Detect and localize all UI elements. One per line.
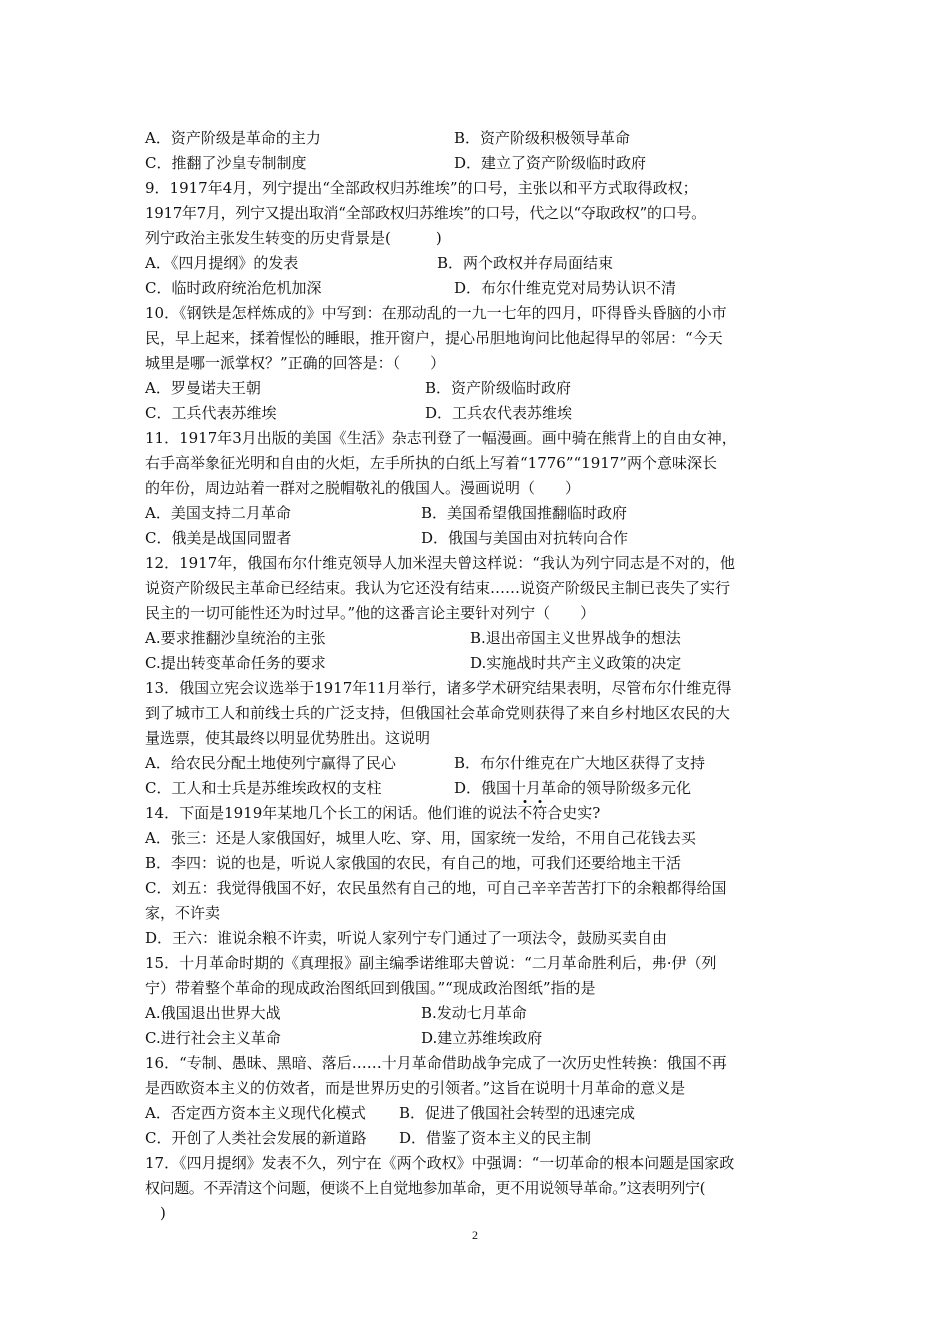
q12-stem-line2: 说资产阶级民主革命已经结束。我认为它还没有结束……说资产阶级民主制已丧失了实行 [145,579,731,597]
q11-option-d: D．俄国与美国由对抗转向合作 [421,529,629,547]
q12-options-row1 [145,626,817,651]
q10-options-row1 [145,376,817,401]
q12-option-c: C.提出转变革命任务的要求 [145,654,326,672]
q14-option-a: A．张三：还是人家俄国好，城里人吃、穿、用，国家统一发给，不用自己花钱去买 [145,829,696,847]
q16-stem-line2: 是西欧资本主义的仿效者，而是世界历史的引领者。”这旨在说明十月革命的意义是 [145,1079,686,1097]
q9-option-a: A．《四月提纲》的发表 [145,254,299,272]
q15-option-a: A.俄国退出世界大战 [145,1004,281,1022]
q10-options-row2 [145,401,817,426]
q9-stem-line1: 9．1917年4月，列宁提出“全部政权归苏维埃”的口号，主张以和平方式取得政权； [145,179,698,197]
q8-options-row2 [145,151,817,176]
q16-options-row1 [145,1101,817,1126]
q12-stem-line1: 12．1917年，俄国布尔什维克领导人加米涅夫曾这样说：“我认为列宁同志是不对的，他 [145,554,735,572]
q16-stem-line1: 16．“专制、愚昧、黑暗、落后……十月革命借助战争完成了一次历史性转换：俄国不再 [145,1054,727,1072]
q17-stem-line2: 权问题。不弄清这个问题，便谈不上自觉地参加革命，更不用说领导革命。”这表明列宁( [145,1179,706,1197]
q13-option-b: B．布尔什维克在广大地区获得了支持 [454,754,706,772]
q15-option-b: B.发动七月革命 [421,1004,527,1022]
q13-options-row2 [145,776,817,801]
q13-options-row1 [145,751,817,776]
q16-options-row2 [145,1126,817,1151]
q9-option-d: D．布尔什维克党对局势认识不清 [454,279,677,297]
q14-option-d: D．王六：谁说余粮不许卖，听说人家列宁专门通过了一项法令，鼓励买卖自由 [145,929,668,947]
q14-option-b: B．李四：说的也是，听说人家俄国的农民，有自己的地，可我们还要给地主干活 [145,854,682,872]
q16-option-b: B．促进了俄国社会转型的迅速完成 [399,1104,636,1122]
q8-option-a: A．资产阶级是革命的主力 [145,129,321,147]
q11-option-b: B．美国希望俄国推翻临时政府 [421,504,628,522]
q13-option-d: D．俄国十月革命的领导阶级多元化 [454,779,692,797]
q14-option-c-line2: 家，不许卖 [145,904,221,922]
q15-stem-line1: 15．十月革命时期的《真理报》副主编季诺维耶夫曾说：“二月革命胜利后，弗·伊（列 [145,954,717,972]
q8-option-d: D．建立了资产阶级临时政府 [454,154,647,172]
q13-option-a: A．给农民分配土地使列宁赢得了民心 [145,754,396,772]
q16-option-d: D．借鉴了资本主义的民主制 [399,1129,592,1147]
q10-stem-line1: 10．《钢铁是怎样炼成的》中写到：在那动乱的一九一七年的四月，吓得昏头昏脑的小市 [145,304,727,322]
q14-stem [145,801,817,826]
q13-stem-line3: 量选票，使其最终以明显优势胜出。这说明 [145,729,431,747]
q10-option-c: C．工兵代表苏维埃 [145,404,277,422]
q13-stem-line1: 13．俄国立宪会议选举于1917年11月举行，诸多学术研究结果表明，尽管布尔什维克得 [145,679,732,697]
q9-option-c: C．临时政府统治危机加深 [145,279,322,297]
q11-option-a: A．美国支持二月革命 [145,504,291,522]
q12-option-a: A.要求推翻沙皇统治的主张 [145,629,326,647]
q10-stem-line3: 城里是哪一派掌权？”正确的回答是：（ ） [145,354,446,372]
q17-stem-line1: 17．《四月提纲》发表不久，列宁在《两个政权》中强调：“一切革命的根本问题是国家政 [145,1154,735,1172]
q9-options-row2 [145,276,817,301]
q8-option-b: B．资产阶级积极领导革命 [454,129,631,147]
q17-stem-line3: ) [145,1204,166,1222]
q15-options-row2 [145,1026,817,1051]
q11-stem-line3: 的年份，周边站着一群对之脱帽敬礼的俄国人。漫画说明（ ） [145,479,581,497]
q11-stem-line1: 11．1917年3月出版的美国《生活》杂志刊登了一幅漫画。画中骑在熊背上的自由女神， [145,429,737,447]
q10-option-b: B．资产阶级临时政府 [425,379,572,397]
q13-stem-line2: 到了城市工人和前线士兵的广泛支持，但俄国社会革命党则获得了来自乡村地区农民的大 [145,704,731,722]
q16-option-a: A．否定西方资本主义现代化模式 [145,1104,366,1122]
q12-stem-line3: 民主的一切可能性还为时过早。”他的这番言论主要针对列宁（ ） [145,604,596,622]
page-number: 2 [472,1228,478,1242]
q15-options-row1 [145,1001,817,1026]
q10-option-d: D．工兵农代表苏维埃 [425,404,573,422]
q8-option-c: C．推翻了沙皇专制制度 [145,154,307,172]
q9-stem-line3: 列宁政治主张发生转变的历史背景是( ) [145,229,442,247]
q16-option-c: C．开创了人类社会发展的新道路 [145,1129,367,1147]
q10-stem-line2: 民，早上起来，揉着惺忪的睡眼，推开窗户，提心吊胆地询问比他起得早的邻居：“今天 [145,329,723,347]
q8-options-row1 [145,126,817,151]
q9-option-b: B．两个政权并存局面结束 [437,254,614,272]
q14-option-c-line1: C．刘五：我觉得俄国不好，农民虽然有自己的地，可自己辛辛苦苦打下的余粮都得给国 [145,879,727,897]
q15-option-d: D.建立苏维埃政府 [421,1029,543,1047]
q14-emphasis-char-2: 符 [532,804,548,822]
q12-option-b: B.退出帝国主义世界战争的想法 [470,629,681,647]
question-list [145,126,817,1226]
q14-stem-post: 合史实? [547,804,601,822]
q11-options-row2 [145,526,817,551]
q9-stem-line2: 1917年7月，列宁又提出取消“全部政权归苏维埃”的口号，代之以“夺取政权”的口号。 [145,204,706,222]
q11-options-row1 [145,501,817,526]
q9-options-row1 [145,251,817,276]
q14-emphasis-char-1: 不 [517,804,533,822]
q12-options-row2 [145,651,817,676]
q11-option-c: C．俄美是战国同盟者 [145,529,292,547]
q10-option-a: A．罗曼诺夫王朝 [145,379,261,397]
q15-stem-line2: 宁）带着整个革命的现成政治图纸回到俄国。”“现成政治图纸”指的是 [145,979,596,997]
q13-option-c: C．工人和士兵是苏维埃政权的支柱 [145,779,382,797]
q11-stem-line2: 右手高举象征光明和自由的火炬，左手所执的白纸上写着“1776”“1917”两个意味深长 [145,454,718,472]
q14-stem-pre: 14．下面是1919年某地几个长工的闲话。他们谁的说法 [145,804,518,822]
q12-option-d: D.实施战时共产主义政策的决定 [470,654,682,672]
q15-option-c: C.进行社会主义革命 [145,1029,281,1047]
